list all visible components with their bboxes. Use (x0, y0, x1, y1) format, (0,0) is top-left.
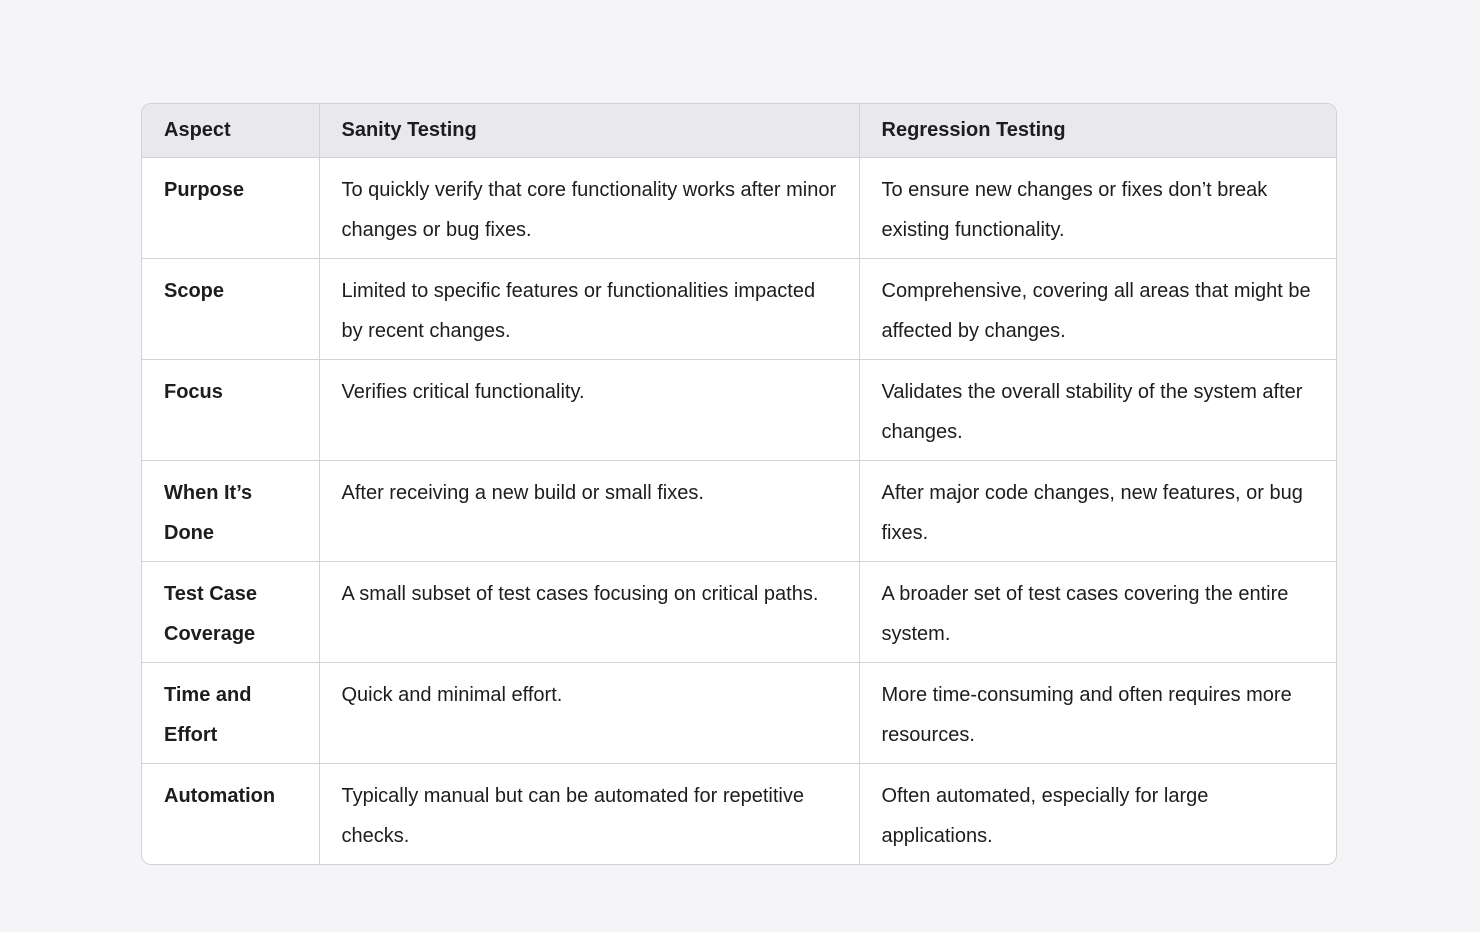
aspect-label: Automation (142, 763, 319, 864)
aspect-label: Test Case Coverage (142, 561, 319, 662)
aspect-label: Time and Effort (142, 662, 319, 763)
regression-cell: After major code changes, new features, or bug fixes. (859, 460, 1337, 561)
sanity-cell: A small subset of test cases focusing on critical paths. (319, 561, 859, 662)
aspect-label: Scope (142, 258, 319, 359)
sanity-cell: To quickly verify that core functionality works after minor changes or bug fixes. (319, 157, 859, 258)
table-row-focus (142, 359, 1337, 460)
table-row-purpose (142, 157, 1337, 258)
aspect-label: Purpose (164, 178, 245, 201)
sanity-cell: Verifies critical functionality. (319, 359, 859, 460)
regression-cell: Often automated, especially for large applications. (859, 763, 1337, 864)
sanity-cell: Limited to specific features or functionalities impacted by recent changes. (319, 258, 859, 359)
sanity-cell: After receiving a new build or small fixes. (319, 460, 859, 561)
sanity-vs-regression-table (142, 104, 1337, 864)
table-row-scope (142, 258, 1337, 359)
table-row-when-its-done (142, 460, 1337, 561)
column-header-aspect: Aspect (142, 104, 319, 157)
regression-cell: More time-consuming and often requires more resources. (859, 662, 1337, 763)
sanity-cell: Typically manual but can be automated for repetitive checks. (319, 763, 859, 864)
regression-cell: To ensure new changes or fixes don’t break existing functionality. (859, 157, 1337, 258)
sanity-cell: Quick and minimal effort. (319, 662, 859, 763)
aspect-label: When It’s Done (142, 460, 319, 561)
column-header-regression-testing: Regression Testing (859, 104, 1337, 157)
regression-cell: Comprehensive, covering all areas that might be affected by changes. (859, 258, 1337, 359)
aspect-label: Focus (142, 359, 319, 460)
regression-cell: A broader set of test cases covering the entire system. (859, 561, 1337, 662)
table-row-test-case-coverage (142, 561, 1337, 662)
comparison-table-container (141, 103, 1337, 865)
regression-cell: Validates the overall stability of the system after changes. (859, 359, 1337, 460)
table-row-automation (142, 763, 1337, 864)
table-row-time-and-effort (142, 662, 1337, 763)
column-header-sanity-testing: Sanity Testing (319, 104, 859, 157)
header-row (142, 104, 1337, 157)
